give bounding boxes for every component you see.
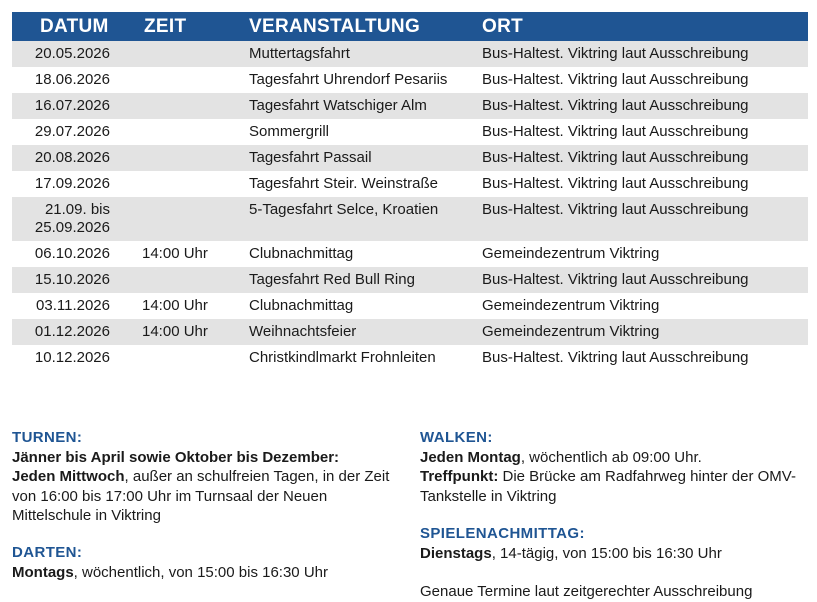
cell-ort: Bus-Haltest. Viktring laut Ausschreibung — [482, 71, 749, 88]
cell-datum: 18.06.2026 — [34, 71, 110, 88]
cell-ort: Bus-Haltest. Viktring laut Ausschreibung — [482, 201, 749, 218]
walken-section — [420, 428, 810, 506]
cell-veranstaltung: Tagesfahrt Uhrendorf Pesariis — [249, 71, 448, 88]
cell-datum: 17.09.2026 — [34, 175, 110, 192]
cell-veranstaltung: Weihnachtsfeier — [249, 323, 357, 340]
turnen-details: , außer an schulfreien Tagen, in der Zeit von 16:00 bis 17:00 Uhr im Turnsaal der Neuen Mittelschule in Viktring — [12, 468, 390, 524]
cell-veranstaltung: Tagesfahrt Watschiger Alm — [249, 97, 427, 114]
cell-datum: 06.10.2026 — [34, 245, 110, 262]
cell-datum: 29.07.2026 — [34, 123, 110, 140]
cell-datum: 03.11.2026 — [36, 297, 110, 314]
cell-ort: Bus-Haltest. Viktring laut Ausschreibung — [482, 97, 749, 114]
table-row — [12, 145, 808, 171]
spielenachmittag-heading: SPIELENACHMITTAG: — [420, 525, 585, 542]
turnen-text — [12, 467, 392, 526]
walken-meeting — [420, 467, 810, 506]
cell-veranstaltung: Tagesfahrt Steir. Weinstraße — [249, 175, 438, 192]
cell-zeit — [140, 71, 249, 89]
table-row — [12, 41, 808, 67]
spielenachmittag-details: , 14-tägig, von 15:00 bis 16:30 Uhr — [491, 544, 722, 562]
cell-datum: 01.12.2026 — [34, 323, 110, 340]
darten-text — [12, 563, 392, 583]
walken-heading: WALKEN: — [420, 429, 493, 446]
header-veranstaltung: VERANSTALTUNG — [249, 15, 421, 37]
turnen-heading: TURNEN: — [12, 429, 83, 446]
cell-veranstaltung: Clubnachmittag — [249, 297, 354, 314]
table-row — [12, 267, 808, 293]
cell-veranstaltung: Sommergrill — [249, 123, 330, 140]
turnen-season: Jänner bis April sowie Oktober bis Dezember: — [12, 448, 340, 466]
cell-ort: Gemeindezentrum Viktring — [482, 323, 660, 340]
header-zeit: ZEIT — [144, 15, 187, 37]
cell-zeit — [140, 45, 249, 63]
cell-zeit — [140, 271, 249, 289]
cell-zeit — [140, 349, 249, 367]
walken-day: Jeden Montag — [420, 448, 521, 466]
cell-zeit: 14:00 Uhr — [142, 323, 208, 340]
events-table — [12, 12, 808, 371]
cell-zeit: 14:00 Uhr — [142, 245, 208, 262]
cell-zeit — [140, 123, 249, 141]
walken-text — [420, 448, 810, 468]
header-ort: ORT — [482, 15, 524, 37]
spielenachmittag-day: Dienstags — [420, 544, 492, 562]
cell-veranstaltung: Muttertagsfahrt — [249, 45, 350, 62]
spielenachmittag-text — [420, 544, 810, 564]
turnen-section — [12, 428, 392, 526]
table-row — [12, 93, 808, 119]
table-row — [12, 171, 808, 197]
darten-details: , wöchentlich, von 15:00 bis 16:30 Uhr — [73, 563, 328, 581]
header-datum: DATUM — [40, 15, 109, 37]
table-row — [12, 67, 808, 93]
cell-datum: 20.05.2026 — [34, 45, 110, 62]
cell-ort: Bus-Haltest. Viktring laut Ausschreibung — [482, 45, 749, 62]
cell-ort: Bus-Haltest. Viktring laut Ausschreibung — [482, 349, 749, 366]
cell-veranstaltung: Tagesfahrt Red Bull Ring — [249, 271, 415, 288]
cell-ort: Bus-Haltest. Viktring laut Ausschreibung — [482, 123, 749, 140]
table-header — [12, 12, 808, 41]
cell-ort: Gemeindezentrum Viktring — [482, 297, 660, 314]
darten-day: Montags — [12, 563, 74, 581]
cell-datum: 21.09. bis 25.09.2026 — [34, 201, 110, 236]
cell-datum: 16.07.2026 — [34, 97, 110, 114]
walken-meeting-label: Treffpunkt: — [420, 468, 499, 485]
cell-veranstaltung: Christkindlmarkt Frohnleiten — [249, 349, 436, 366]
cell-ort: Bus-Haltest. Viktring laut Ausschreibung — [482, 271, 749, 288]
walken-details: , wöchentlich ab 09:00 Uhr. — [520, 448, 702, 466]
cell-ort: Bus-Haltest. Viktring laut Ausschreibung — [482, 149, 749, 166]
table-row — [12, 293, 808, 319]
cell-datum: 10.12.2026 — [34, 349, 110, 366]
table-row — [12, 319, 808, 345]
spielenachmittag-section — [420, 524, 810, 602]
cell-veranstaltung: Clubnachmittag — [249, 245, 354, 262]
darten-heading: DARTEN: — [12, 544, 83, 561]
cell-zeit — [140, 149, 249, 167]
cell-zeit — [140, 201, 249, 237]
turnen-day: Jeden Mittwoch — [12, 468, 125, 485]
cell-zeit: 14:00 Uhr — [142, 297, 208, 314]
cell-zeit — [140, 97, 249, 115]
cell-datum: 15.10.2026 — [34, 271, 110, 288]
table-body — [12, 41, 808, 371]
table-row — [12, 119, 808, 145]
table-row — [12, 345, 808, 371]
spielenachmittag-note: Genaue Termine laut zeitgerechter Ausschreibung — [420, 583, 753, 600]
table-row — [12, 241, 808, 267]
cell-veranstaltung: 5-Tagesfahrt Selce, Kroatien — [249, 201, 439, 218]
darten-section — [12, 543, 392, 582]
cell-veranstaltung: Tagesfahrt Passail — [249, 149, 372, 166]
cell-zeit — [140, 175, 249, 193]
walken-meeting-text: Die Brücke am Radfahrweg hinter der OMV-Tankstelle in Viktring — [420, 468, 796, 505]
cell-datum: 20.08.2026 — [34, 149, 110, 166]
cell-ort: Gemeindezentrum Viktring — [482, 245, 660, 262]
table-row — [12, 197, 808, 241]
cell-ort: Bus-Haltest. Viktring laut Ausschreibung — [482, 175, 749, 192]
